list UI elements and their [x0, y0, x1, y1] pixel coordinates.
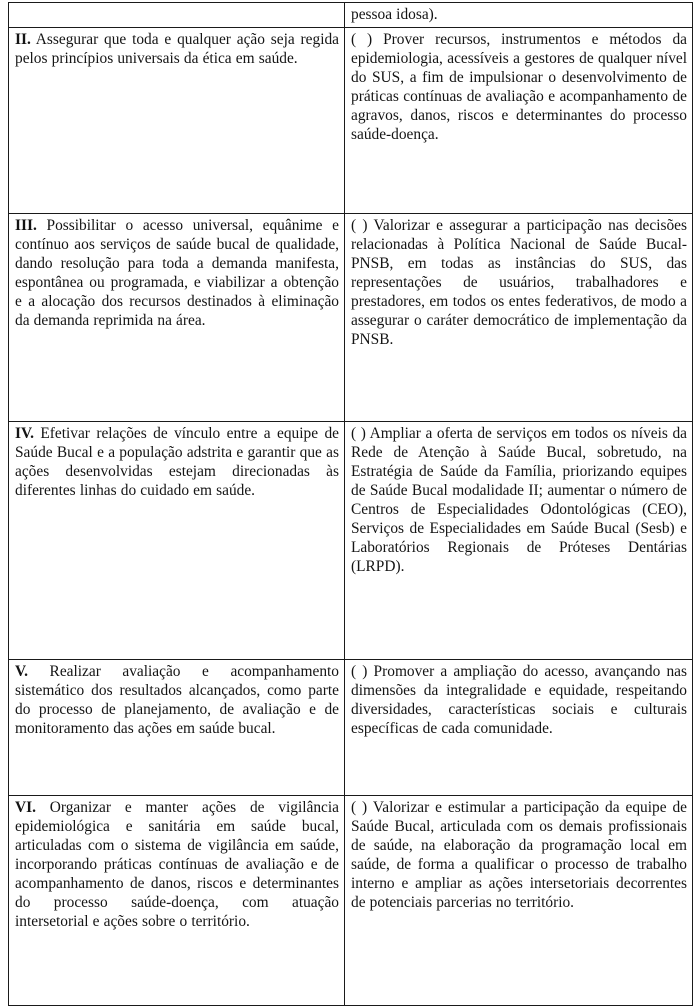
roman-numeral-vi: VI.: [15, 799, 36, 817]
cell-right-item-ii: [345, 28, 693, 214]
cell-left-item-vi-text: Organizar e manter ações de vigilância epidemiológica e sanitária em saúde bucal, articuladas com o sistema de vigilância em saúde, incorporando práticas contínuas de avaliação e de acompanhamento de danos, riscos e determinantes do processo saúde-doença, com atuação intersetorial e ações sobre o território.: [15, 799, 339, 931]
cell-left-item-ii-text: Assegurar que toda e qualquer ação seja regida pelos princípios universais da ética em saúde.: [15, 31, 339, 68]
cell-left-item-vi: [9, 796, 345, 1006]
cell-left-continuation: [9, 3, 345, 28]
cell-left-item-iii: [9, 214, 345, 422]
diretrizes-table: [8, 2, 693, 1006]
cell-left-item-ii: [9, 28, 345, 214]
cell-right-item-vi: [345, 796, 693, 1006]
cell-right-item-v: [345, 660, 693, 796]
roman-numeral-ii: II.: [15, 31, 31, 49]
cell-right-item-iii: [345, 214, 693, 422]
table-row: [9, 214, 693, 422]
roman-numeral-v: V.: [15, 663, 28, 681]
cell-left-item-iv: [9, 422, 345, 660]
cell-right-item-iv: [345, 422, 693, 660]
cell-right-continuation-text: pessoa idosa).: [351, 6, 438, 23]
cell-left-item-v: [9, 660, 345, 796]
roman-numeral-iv: IV.: [15, 425, 34, 443]
cell-left-item-v-text: Realizar avaliação e acompanhamento sistemático dos resultados alcançados, como parte do processo de planejamento, de avaliação e de monitoramento das ações em saúde bucal.: [15, 663, 339, 738]
table-body: [9, 3, 693, 1006]
cell-right-item-v-text: ( ) Promover a ampliação do acesso, avançando nas dimensões da integralidade e equidade, respeitando diversidades, características sociais e culturais específicas de cada comunidade.: [351, 663, 687, 738]
cell-right-item-vi-text: ( ) Valorizar e estimular a participação da equipe de Saúde Bucal, articulada com os demais profissionais de saúde, na elaboração da programação local em saúde, de forma a qualificar o processo de trabalho interno e ampliar as ações intersetoriais decorrentes de potenciais parcerias no território.: [351, 799, 687, 912]
cell-left-item-iii-text: Possibilitar o acesso universal, equânime e contínuo aos serviços de saúde bucal de qualidade, dando resolução para toda a demanda manifesta, espontânea ou programada, e viabilizar a obtenção e a alocação dos recursos destinados à eliminação da demanda reprimida na área.: [15, 217, 339, 330]
cell-right-item-iv-text: ( ) Ampliar a oferta de serviços em todos os níveis da Rede de Atenção à Saúde Bucal, sobretudo, na Estratégia de Saúde da Família, priorizando equipes de Saúde Bucal modalidade II; aumentar o número de Centros de Especialidades Odontológicas (CEO), Serviços de Especialidades em Saúde Bucal (Sesb) e Laboratórios Regionais de Próteses Dentárias (LRPD).: [351, 425, 687, 576]
table-row: [9, 28, 693, 214]
table-row: [9, 796, 693, 1006]
cell-right-continuation: [345, 3, 693, 28]
table-row: [9, 422, 693, 660]
table-row: [9, 3, 693, 28]
table-row: [9, 660, 693, 796]
cell-right-item-iii-text: ( ) Valorizar e assegurar a participação nas decisões relacionadas à Política Nacional de Saúde Bucal-PNSB, em todas as instâncias do SUS, das representações de usuários, trabalhadores e prestadores, em todos os entes federativos, de modo a assegurar o caráter democrático de implementação da PNSB.: [351, 217, 687, 349]
cell-right-item-ii-text: ( ) Prover recursos, instrumentos e métodos da epidemiologia, acessíveis a gestores de qualquer nível do SUS, a fim de impulsionar o desenvolvimento de práticas contínuas de avaliação e acompanhamento de agravos, danos, riscos e determinantes do processo saúde-doença.: [351, 31, 687, 144]
cell-left-item-iv-text: Efetivar relações de vínculo entre a equipe de Saúde Bucal e a população adstrita e garantir que as ações desenvolvidas estejam direcionadas às diferentes linhas do cuidado em saúde.: [15, 425, 339, 500]
roman-numeral-iii: III.: [15, 217, 37, 235]
